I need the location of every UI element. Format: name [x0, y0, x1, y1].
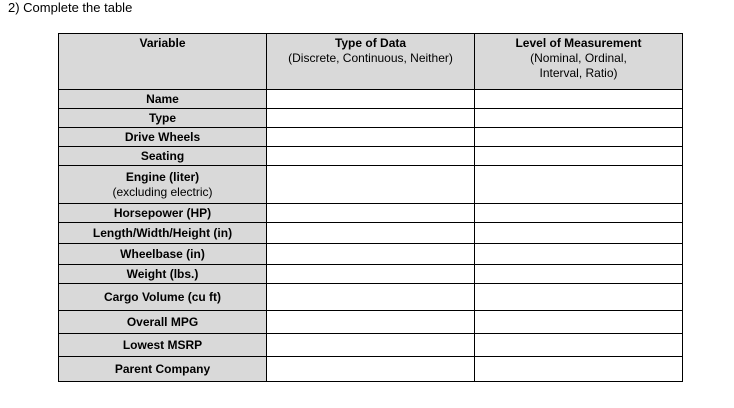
level-of-measurement-cell[interactable] [475, 90, 683, 109]
row-label: Parent Company [59, 357, 267, 382]
row-label: Length/Width/Height (in) [59, 223, 267, 244]
table-header-row [59, 34, 683, 90]
type-of-data-cell[interactable] [267, 166, 475, 204]
level-of-measurement-cell[interactable] [475, 311, 683, 334]
level-of-measurement-cell[interactable] [475, 284, 683, 311]
row-label: Horsepower (HP) [59, 204, 267, 223]
level-of-measurement-cell[interactable] [475, 166, 683, 204]
header-variable [59, 34, 267, 90]
type-of-data-cell[interactable] [267, 244, 475, 265]
row-label: Lowest MSRP [59, 334, 267, 357]
level-of-measurement-cell[interactable] [475, 265, 683, 284]
table-row [59, 284, 683, 311]
row-label: Engine (liter) [125, 169, 200, 184]
level-of-measurement-cell[interactable] [475, 128, 683, 147]
row-note: (excluding electric) [112, 184, 213, 199]
type-of-data-cell[interactable] [267, 334, 475, 357]
header-level-of-measurement [475, 34, 683, 90]
header-level-title: Level of Measurement [515, 36, 642, 50]
row-label: Drive Wheels [59, 128, 267, 147]
type-of-data-cell[interactable] [267, 223, 475, 244]
type-of-data-cell[interactable] [267, 284, 475, 311]
type-of-data-cell[interactable] [267, 147, 475, 166]
data-table [58, 33, 683, 382]
header-type-title: Type of Data [334, 36, 407, 50]
table-row [59, 223, 683, 244]
row-label: Cargo Volume (cu ft) [59, 284, 267, 311]
table-row [59, 311, 683, 334]
table-row [59, 244, 683, 265]
type-of-data-cell[interactable] [267, 109, 475, 128]
table-row [59, 128, 683, 147]
level-of-measurement-cell[interactable] [475, 109, 683, 128]
table-row [59, 265, 683, 284]
type-of-data-cell[interactable] [267, 204, 475, 223]
table-row [59, 166, 683, 204]
row-label: Weight (lbs.) [59, 265, 267, 284]
level-of-measurement-cell[interactable] [475, 334, 683, 357]
level-of-measurement-cell[interactable] [475, 147, 683, 166]
level-of-measurement-cell[interactable] [475, 357, 683, 382]
header-level-options-1: (Nominal, Ordinal, [530, 51, 627, 65]
table-row [59, 109, 683, 128]
table-row [59, 357, 683, 382]
table-row [59, 90, 683, 109]
header-type-options: (Discrete, Continuous, Neither) [288, 51, 453, 65]
row-label: Wheelbase (in) [59, 244, 267, 265]
row-label: Name [59, 90, 267, 109]
row-label: Overall MPG [59, 311, 267, 334]
type-of-data-cell[interactable] [267, 128, 475, 147]
level-of-measurement-cell[interactable] [475, 223, 683, 244]
type-of-data-cell[interactable] [267, 357, 475, 382]
header-type-of-data [267, 34, 475, 90]
type-of-data-cell[interactable] [267, 265, 475, 284]
row-label: Seating [59, 147, 267, 166]
header-variable-label: Variable [139, 36, 186, 50]
level-of-measurement-cell[interactable] [475, 204, 683, 223]
row-label: Type [59, 109, 267, 128]
table-row [59, 147, 683, 166]
type-of-data-cell[interactable] [267, 90, 475, 109]
type-of-data-cell[interactable] [267, 311, 475, 334]
level-of-measurement-cell[interactable] [475, 244, 683, 265]
table-row [59, 334, 683, 357]
instruction-heading: 2) Complete the table [8, 0, 133, 15]
table-row [59, 204, 683, 223]
header-level-options-2: Interval, Ratio) [539, 66, 618, 80]
row-label-cell [59, 166, 267, 204]
